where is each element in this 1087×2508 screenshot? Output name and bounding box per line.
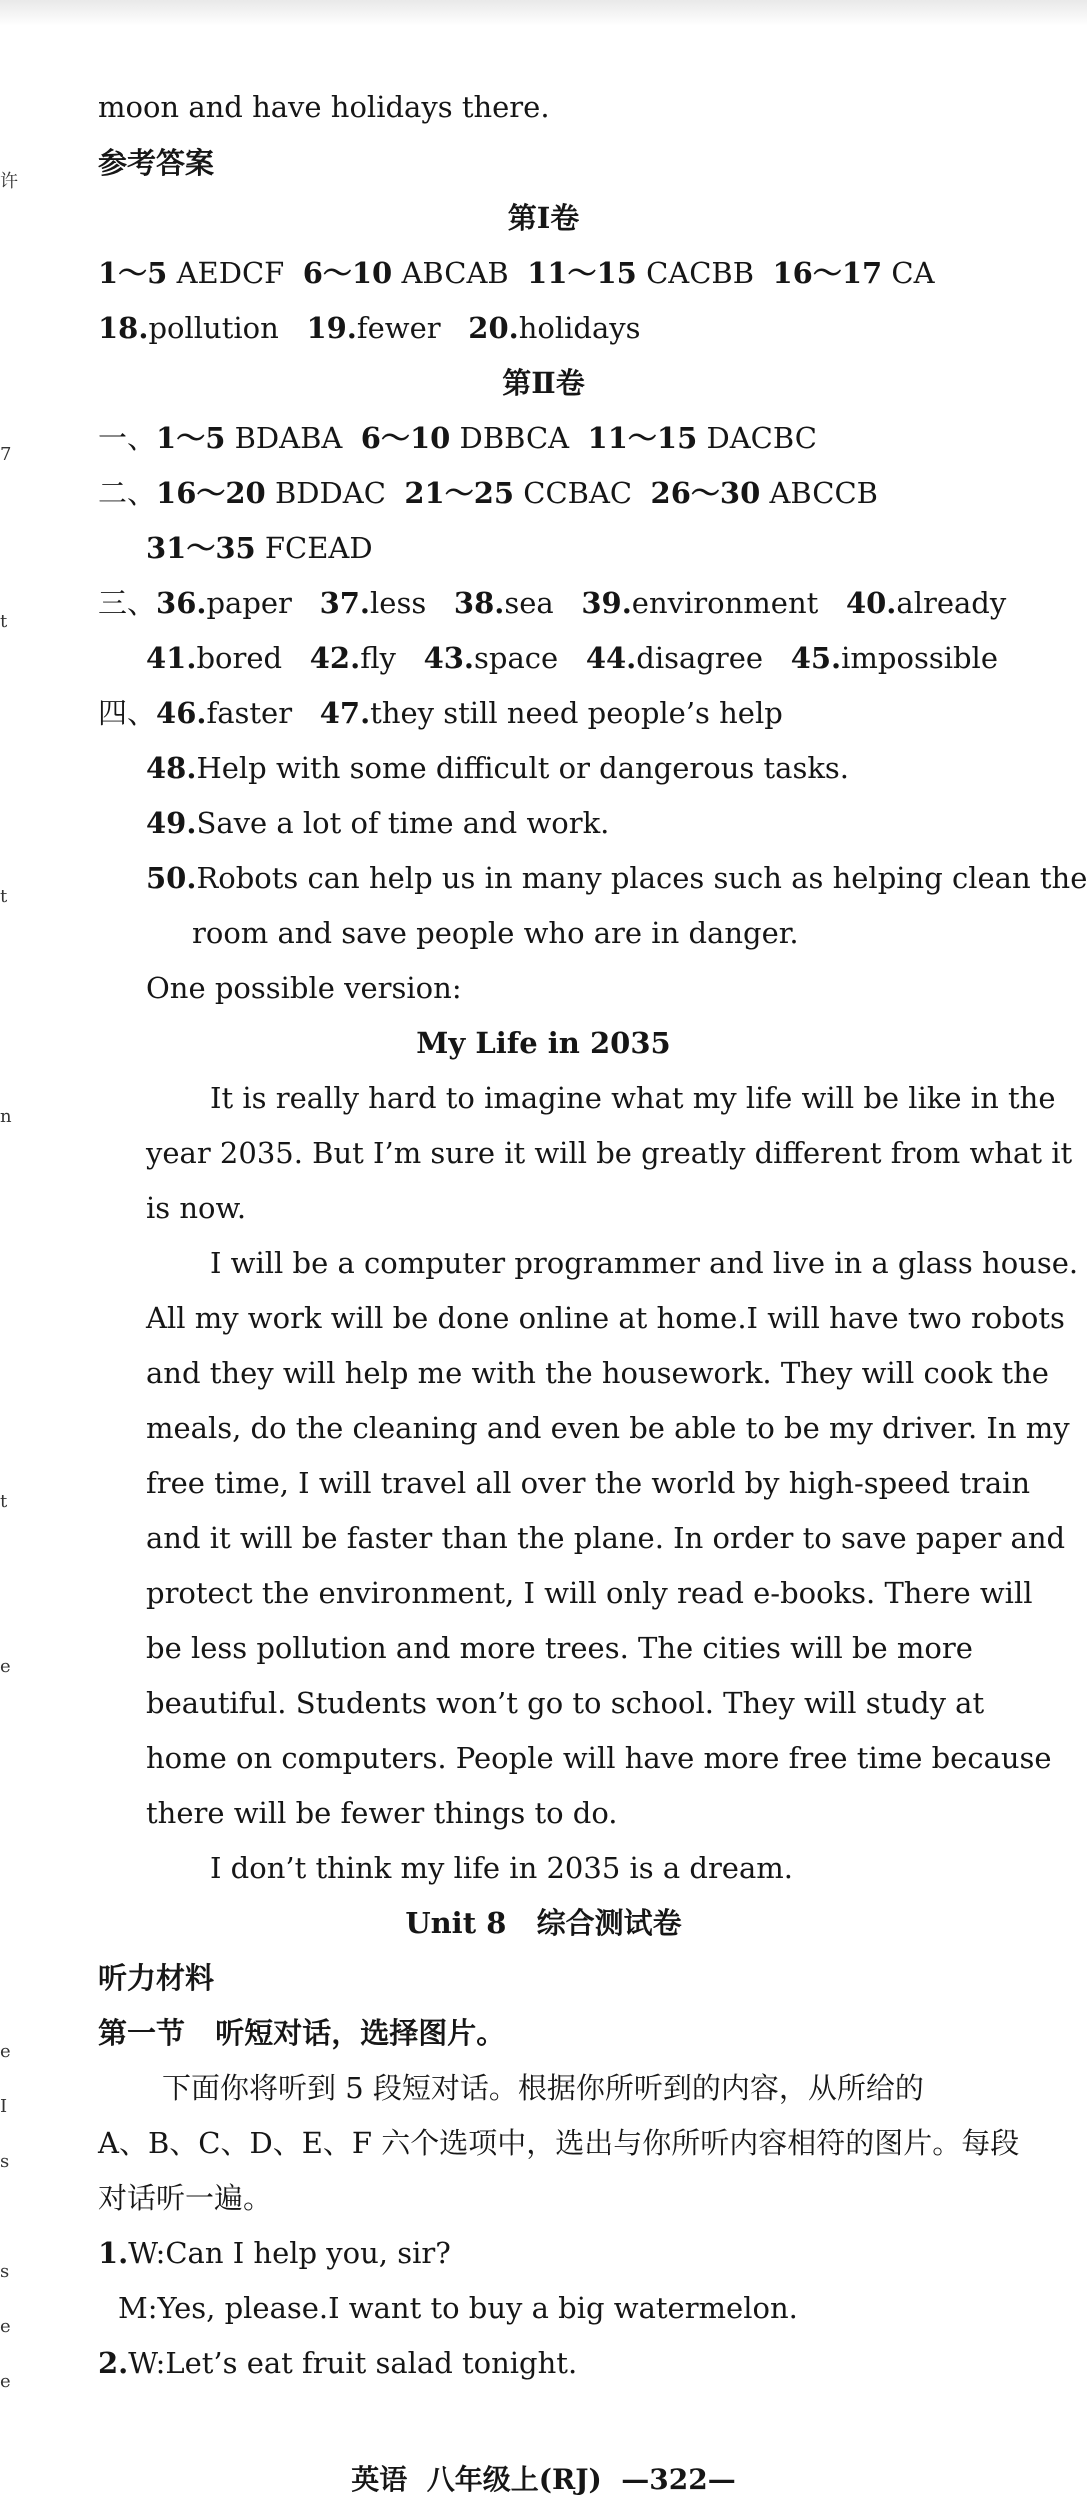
answer-text: 二、 [98, 476, 157, 510]
answer-text: CCBAC [514, 476, 651, 510]
text-line [98, 420, 817, 456]
scan-shadow [0, 0, 1087, 26]
answer-text: fewer [356, 311, 469, 345]
item-number: 2. [98, 2346, 129, 2380]
answer-text: environment [631, 586, 846, 620]
item-number: 50. [146, 861, 197, 895]
answer-text: space [474, 641, 586, 675]
item-number: 6～10 [360, 421, 451, 455]
item-number: 39. [581, 586, 632, 620]
edge-mark: t [0, 886, 8, 907]
section-heading: 第一节 听短对话，选择图片。 [98, 2016, 506, 2050]
item-number: 21～25 [404, 476, 515, 510]
edge-mark: I [0, 2096, 8, 2117]
text-line: year 2035. But I’m sure it will be greatly different from what it [146, 1136, 1073, 1170]
text-line: All my work will be done online at home.I will have two robots [146, 1301, 1065, 1335]
edge-mark: e [0, 1656, 11, 1677]
answer-text: disagree [636, 641, 791, 675]
text-line [98, 585, 1006, 621]
text-line: I don’t think my life in 2035 is a dream. [210, 1851, 793, 1885]
answer-text: sea [504, 586, 582, 620]
edge-mark: 7 [0, 444, 12, 465]
text-line [98, 695, 783, 731]
answer-text: Save a lot of time and work. [196, 806, 610, 840]
item-number: 20. [468, 311, 519, 345]
answer-text: they still need people’s help [370, 696, 783, 730]
item-number: 46. [156, 696, 207, 730]
item-number: 1～5 [156, 421, 226, 455]
item-number: 19. [306, 311, 357, 345]
answer-text: faster [206, 696, 320, 730]
text-line: One possible version: [146, 971, 462, 1005]
item-number: 41. [146, 641, 197, 675]
text-line: home on computers. People will have more free time because [146, 1741, 1052, 1775]
text-line: A、B、C、D、E、F 六个选项中，选出与你所听内容相符的图片。每段 [98, 2126, 1020, 2160]
item-number: 43. [423, 641, 475, 675]
answer-text: 四、 [98, 696, 157, 730]
item-number: 48. [146, 751, 197, 785]
item-number: 38. [453, 586, 505, 620]
text-line [146, 750, 849, 786]
edge-mark: t [0, 611, 8, 632]
item-number: 42. [309, 641, 361, 675]
item-number: 6～10 [302, 256, 393, 290]
text-line [98, 475, 878, 511]
answer-text: bored [196, 641, 310, 675]
answer-text: W:Let’s eat fruit salad tonight. [128, 2346, 578, 2380]
section-heading: 第Ⅰ卷 [507, 201, 580, 235]
item-number: 26～30 [650, 476, 761, 510]
text-line: I will be a computer programmer and live in a glass house. [210, 1246, 1079, 1280]
answer-text: BDDAC [265, 476, 405, 510]
section-heading: My Life in 2035 [416, 1026, 671, 1060]
text-line [146, 530, 373, 566]
item-number: 31～35 [146, 531, 256, 565]
item-number: 47. [319, 696, 371, 730]
edge-mark: t [0, 1491, 8, 1512]
text-line: and they will help me with the housework. They will cook the [146, 1356, 1049, 1390]
text-line [98, 255, 935, 291]
answer-text: BDABA [225, 421, 361, 455]
edge-mark: s [0, 2261, 10, 2282]
item-number: 37. [319, 586, 371, 620]
answer-text: CA [882, 256, 935, 290]
text-line: moon and have holidays there. [98, 90, 550, 124]
text-line: 对话听一遍。 [98, 2181, 273, 2215]
answer-text: fly [360, 641, 424, 675]
answer-text: CACBB [636, 256, 773, 290]
section-heading: 听力材料 [98, 1961, 215, 1995]
item-number: 11～15 [527, 256, 637, 290]
item-number: 49. [146, 806, 197, 840]
text-line: 下面你将听到 5 段短对话。根据你所听到的内容，从所给的 [162, 2071, 924, 2105]
item-number: 1. [98, 2236, 129, 2270]
section-heading: 第Ⅱ卷 [502, 366, 585, 400]
text-line: meals, do the cleaning and even be able to be my driver. In my [146, 1411, 1070, 1445]
item-number: 44. [585, 641, 637, 675]
item-number: 16～20 [156, 476, 266, 510]
answer-text: DBBCA [450, 421, 588, 455]
answer-text: already [896, 586, 1007, 620]
answer-text: less [370, 586, 454, 620]
answer-text: Help with some difficult or dangerous tasks. [196, 751, 850, 785]
edge-mark: e [0, 2371, 11, 2392]
answer-text: 一、 [98, 421, 157, 455]
text-line: is now. [146, 1191, 247, 1225]
section-heading: Unit 8 综合测试卷 [405, 1906, 682, 1940]
answer-text: 三、 [98, 586, 157, 620]
text-line [146, 860, 1087, 896]
text-line: be less pollution and more trees. The cities will be more [146, 1631, 973, 1665]
text-line: beautiful. Students won’t go to school. They will study at [146, 1686, 985, 1720]
answer-text: ABCCB [760, 476, 878, 510]
text-line: free time, I will travel all over the world by high-speed train [146, 1466, 1031, 1500]
text-line: It is really hard to imagine what my life will be like in the [210, 1081, 1056, 1115]
text-line [98, 2235, 451, 2271]
text-line [98, 2345, 577, 2381]
answer-text: ABCAB [392, 256, 528, 290]
answer-text: holidays [518, 311, 641, 345]
edge-mark: e [0, 2316, 11, 2337]
text-line: protect the environment, I will only read e-books. There will [146, 1576, 1033, 1610]
text-line: and it will be faster than the plane. In order to save paper and [146, 1521, 1066, 1555]
answer-text: DACBC [697, 421, 817, 455]
answer-text: Robots can help us in many places such as helping clean the [196, 861, 1087, 895]
edge-mark: n [0, 1106, 12, 1127]
item-number: 36. [156, 586, 207, 620]
edge-mark: e [0, 2041, 11, 2062]
item-number: 45. [790, 641, 842, 675]
page-footer: 英语 八年级上(RJ) —322— [351, 2463, 736, 2496]
text-line: room and save people who are in danger. [192, 916, 799, 950]
answer-text: FCEAD [255, 531, 373, 565]
item-number: 40. [845, 586, 897, 620]
section-heading: 参考答案 [98, 146, 215, 180]
text-line: there will be fewer things to do. [146, 1796, 618, 1830]
text-line [146, 640, 998, 676]
text-line [98, 310, 641, 346]
edge-mark: 许 [0, 171, 18, 192]
text-line: M:Yes, please.I want to buy a big watermelon. [118, 2291, 798, 2325]
item-number: 16～17 [772, 256, 883, 290]
answer-text: paper [206, 586, 320, 620]
edge-mark: s [0, 2151, 10, 2172]
answer-text: pollution [148, 311, 307, 345]
answer-text: W:Can I help you, sir? [128, 2236, 451, 2270]
item-number: 11～15 [587, 421, 698, 455]
answer-text: impossible [841, 641, 998, 675]
text-line [146, 805, 609, 841]
item-number: 18. [98, 311, 149, 345]
item-number: 1～5 [98, 256, 168, 290]
answer-text: AEDCF [167, 256, 303, 290]
